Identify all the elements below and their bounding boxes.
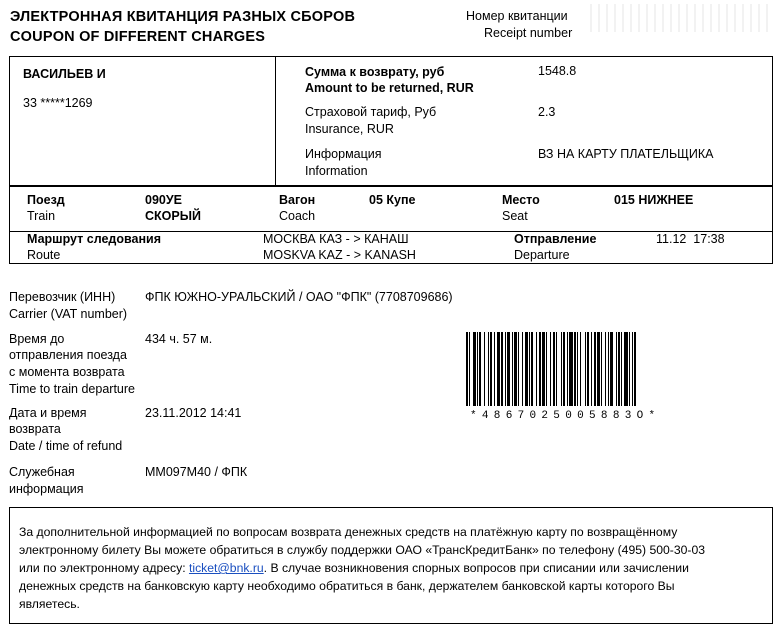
train-label-en: Train bbox=[27, 209, 56, 223]
barcode-bar bbox=[594, 332, 596, 406]
receipt-number-redacted bbox=[584, 4, 774, 32]
barcode-bar bbox=[616, 332, 617, 406]
time-value: 434 ч. 57 м. bbox=[145, 332, 213, 346]
barcode-bar bbox=[632, 332, 633, 406]
departure-label-en: Departure bbox=[514, 248, 570, 262]
refund-date-label-1: Дата и время bbox=[9, 406, 87, 420]
barcode-bar bbox=[553, 332, 555, 406]
title-ru: ЭЛЕКТРОННАЯ КВИТАНЦИЯ РАЗНЫХ СБОРОВ bbox=[10, 9, 356, 25]
time-label-3: с момента возврата bbox=[9, 365, 125, 379]
barcode-bar bbox=[466, 332, 468, 406]
insurance-value: 2.3 bbox=[538, 105, 556, 119]
service-value: ММ097М40 / ФПК bbox=[145, 465, 248, 479]
route-border-bottom bbox=[9, 263, 773, 264]
info-line-5: являетесь. bbox=[19, 597, 80, 611]
barcode-bar bbox=[501, 332, 503, 406]
barcode-bar bbox=[605, 332, 606, 406]
barcode-bar bbox=[469, 332, 470, 406]
barcode-bar bbox=[563, 332, 565, 406]
barcode-bar bbox=[574, 332, 576, 406]
train-number: 090УЕ bbox=[145, 193, 182, 207]
carrier-value: ФПК ЮЖНО-УРАЛЬСКИЙ / ОАО "ФПК" (7708709686) bbox=[145, 290, 453, 304]
barcode-bar bbox=[518, 332, 519, 406]
coach-value: 05 Купе bbox=[369, 193, 416, 207]
barcode-bar bbox=[621, 332, 622, 406]
barcode-bar bbox=[608, 332, 609, 406]
carrier-label-en: Carrier (VAT number) bbox=[9, 307, 128, 321]
info-line-2: электронному билету Вы можете обратиться в службу поддержки ОАО «ТрансКредитБанк» по телефону (495) 500-30-03 bbox=[19, 543, 706, 557]
seat-value: 015 НИЖНЕЕ bbox=[614, 193, 694, 207]
seat-label-ru: Место bbox=[502, 193, 540, 207]
barcode-bar bbox=[577, 332, 578, 406]
barcode-bar bbox=[477, 332, 478, 406]
info-line-4: денежных средств на банковскую карту необходимо обратиться в банк, держателем банковской карты которого Вы bbox=[19, 579, 675, 593]
time-label-4: Time to train departure bbox=[9, 382, 135, 396]
insurance-label-en: Insurance, RUR bbox=[305, 122, 394, 136]
receipt-number-label-ru: Номер квитанции bbox=[466, 9, 568, 23]
barcode-bar bbox=[580, 332, 581, 406]
info-line-3 bbox=[19, 559, 689, 577]
carrier-label-ru: Перевозчик (ИНН) bbox=[9, 290, 116, 304]
barcode-bar bbox=[539, 332, 541, 406]
time-label-1: Время до bbox=[9, 332, 65, 346]
barcode-bar bbox=[514, 332, 516, 406]
coach-label-ru: Вагон bbox=[279, 193, 316, 207]
coach-label-en: Coach bbox=[279, 209, 316, 223]
barcode-bar bbox=[585, 332, 586, 406]
barcode-bar bbox=[587, 332, 589, 406]
barcode-bar bbox=[505, 332, 506, 406]
departure-value: 11.12 17:38 bbox=[656, 232, 725, 246]
refund-amount-value: 1548.8 bbox=[538, 64, 577, 78]
barcode-bar bbox=[561, 332, 562, 406]
train-type: СКОРЫЙ bbox=[145, 209, 201, 223]
info-value: ВЗ НА КАРТУ ПЛАТЕЛЬЩИКА bbox=[538, 147, 714, 161]
barcode-bar bbox=[634, 332, 636, 406]
barcode-bar bbox=[531, 332, 533, 406]
barcode-bar bbox=[529, 332, 530, 406]
passenger-name: ВАСИЛЬЕВ И bbox=[23, 67, 106, 81]
barcode-bar bbox=[525, 332, 527, 406]
barcode-bar bbox=[546, 332, 547, 406]
barcode-bar bbox=[601, 332, 602, 406]
insurance-label-ru: Страховой тариф, Руб bbox=[305, 105, 437, 119]
barcode-bar bbox=[490, 332, 492, 406]
info-label-ru: Информация bbox=[305, 147, 382, 161]
title-en: COUPON OF DIFFERENT CHARGES bbox=[10, 29, 266, 45]
divider bbox=[275, 56, 276, 186]
barcode-bar bbox=[488, 332, 489, 406]
barcode-bar bbox=[610, 332, 613, 406]
info-line-3-post: . В случае возникновения спорных вопросов при списании или зачислении bbox=[263, 561, 689, 575]
barcode bbox=[466, 332, 716, 406]
refund-date-value: 23.11.2012 14:41 bbox=[145, 406, 242, 420]
departure-label-ru: Отправление bbox=[514, 232, 597, 246]
barcode-bar bbox=[479, 332, 481, 406]
seat-label-en: Seat bbox=[502, 209, 528, 223]
support-email-link[interactable]: ticket@bnk.ru bbox=[188, 561, 264, 575]
receipt-number-label-en: Receipt number bbox=[484, 26, 573, 40]
barcode-bar bbox=[591, 332, 592, 406]
route-border-right bbox=[772, 231, 773, 264]
service-label-1: Служебная bbox=[9, 465, 75, 479]
route-label-en: Route bbox=[27, 248, 61, 262]
barcode-bar bbox=[522, 332, 523, 406]
barcode-bar bbox=[618, 332, 620, 406]
barcode-bar bbox=[473, 332, 476, 406]
barcode-bar bbox=[567, 332, 568, 406]
barcode-bar bbox=[569, 332, 572, 406]
passenger-document: 33 *****1269 bbox=[23, 96, 93, 110]
barcode-bar bbox=[507, 332, 510, 406]
info-line-1: За дополнительной информацией по вопросам возврата денежных средств на платёжную карту по возвращённому bbox=[19, 525, 678, 539]
barcode-text: *4867025005883O* bbox=[470, 410, 661, 422]
barcode-bar bbox=[494, 332, 495, 406]
refund-date-label-3: Date / time of refund bbox=[9, 439, 123, 453]
barcode-bar bbox=[597, 332, 600, 406]
time-label-2: отправления поезда bbox=[9, 348, 127, 362]
info-label-en: Information bbox=[305, 164, 368, 178]
route-en: MOSKVA KAZ - > KANASH bbox=[263, 248, 416, 262]
barcode-bar bbox=[512, 332, 513, 406]
refund-amount-label-en: Amount to be returned, RUR bbox=[305, 81, 474, 95]
route-label-ru: Маршрут следования bbox=[27, 232, 161, 246]
route-ru: МОСКВА КАЗ - > КАНАШ bbox=[263, 232, 409, 246]
refund-amount-label-ru: Сумма к возврату, руб bbox=[305, 65, 445, 79]
barcode-bar bbox=[550, 332, 551, 406]
barcode-bar bbox=[484, 332, 485, 406]
service-label-2: информация bbox=[9, 482, 84, 496]
barcode-bar bbox=[624, 332, 627, 406]
barcode-bar bbox=[629, 332, 630, 406]
barcode-bar bbox=[556, 332, 557, 406]
barcode-bar bbox=[536, 332, 537, 406]
refund-date-label-2: возврата bbox=[9, 422, 61, 436]
route-border-left bbox=[9, 231, 10, 264]
info-line-3-pre: или по электронному адресу: bbox=[19, 561, 189, 575]
train-label-ru: Поезд bbox=[27, 193, 65, 207]
barcode-bar bbox=[542, 332, 545, 406]
barcode-bar bbox=[497, 332, 500, 406]
